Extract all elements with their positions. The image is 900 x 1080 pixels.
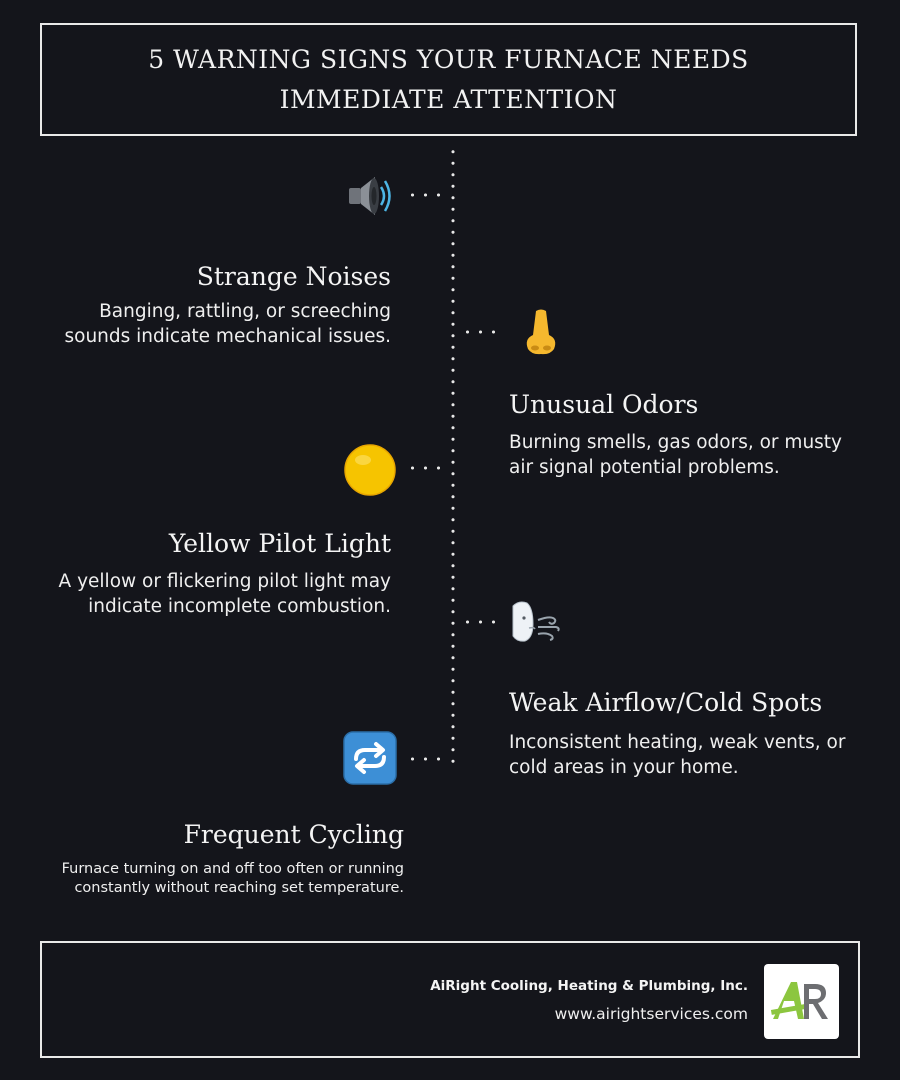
sign-title: Yellow Pilot Light (168, 529, 391, 558)
sign-description: Furnace turning on and off too often or running constantly without reaching set temperature. (61, 861, 404, 896)
sign-title: Strange Noises (196, 262, 391, 291)
website-link[interactable]: www.airightservices.com (554, 1005, 748, 1023)
nose-icon (514, 305, 568, 359)
repeat-icon (343, 731, 397, 785)
sign-description: Banging, rattling, or screeching sounds indicate mechanical issues. (64, 301, 391, 347)
connector-unusual-odors (461, 330, 501, 334)
connector-yellow-pilot-light (406, 466, 446, 470)
connector-frequent-cycling (406, 757, 446, 761)
company-name: AiRight Cooling, Heating & Plumbing, Inc. (430, 978, 748, 994)
title-box (40, 23, 857, 136)
sign-title: Unusual Odors (509, 390, 699, 419)
yellow-circle-icon (343, 443, 397, 497)
connector-weak-airflow (461, 620, 501, 624)
speaker-icon (341, 169, 395, 223)
company-logo (764, 964, 839, 1039)
sign-description: Burning smells, gas odors, or musty air signal potential problems. (509, 432, 843, 478)
timeline-line (451, 146, 455, 766)
sign-title: Frequent Cycling (183, 820, 404, 849)
wind-face-icon (509, 596, 563, 650)
connector-strange-noises (406, 193, 446, 197)
sign-title: Weak Airflow/Cold Spots (509, 688, 823, 717)
sign-description: A yellow or flickering pilot light may indicate incomplete combustion. (58, 571, 391, 617)
footer-box (40, 941, 860, 1058)
sign-description: Inconsistent heating, weak vents, or cold areas in your home. (509, 732, 846, 778)
page-title: 5 WARNING SIGNS YOUR FURNACE NEEDS IMMEDIATE ATTENTION (148, 44, 749, 114)
